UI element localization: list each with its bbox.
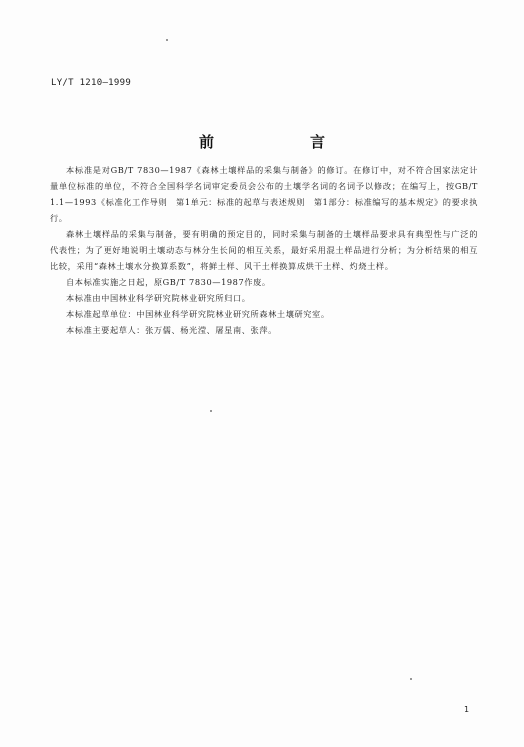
paragraph-responsible: 本标准由中国林业科学研究院林业研究所归口。 <box>66 293 251 303</box>
page-title: 前 言 <box>198 133 347 151</box>
scan-speck <box>166 39 168 41</box>
page-number: 1 <box>464 705 470 714</box>
body-text <box>50 162 478 338</box>
paragraph-sampling: 森林土壤样品的采集与制备，要有明确的预定目的，同时采集与制备的土壤样品要求具有典型性与广泛的代表性；为了更好地说明土壤动态与林分生长间的相互关系，最好采用混土样品进行分析；为分析结果的相互比较，采用“森林土壤水分换算系数”，将鲜土样、风干土样换算成烘干土样、灼烧土样。 <box>50 229 478 271</box>
scan-speck <box>210 410 212 412</box>
paragraph-drafting-unit: 本标准起草单位：中国林业科学研究院林业研究所森林土壤研究室。 <box>66 309 330 319</box>
standard-code: LY/T 1210—1999 <box>51 78 132 88</box>
paragraph-drafters: 本标准主要起草人：张万儒、杨光滢、屠星南、张萍。 <box>66 325 277 335</box>
paragraph-revision: 本标准是对GB/T 7830—1987《森林土壤样品的采集与制备》的修订。在修订中，对不符合国家法定计量单位标准的单位，不符合全国科学名词审定委员会公布的土壤学名词的名词予以修改；在编写上，按GB/T 1.1—1993《标准化工作导则 第1单元：标准的起草与表述规则 第1部分：标准编写的基本规定》的要求执行。 <box>50 165 478 223</box>
scan-speck <box>410 678 412 680</box>
paragraph-supersede: 自本标准实施之日起，原GB/T 7830—1987作废。 <box>66 277 271 287</box>
